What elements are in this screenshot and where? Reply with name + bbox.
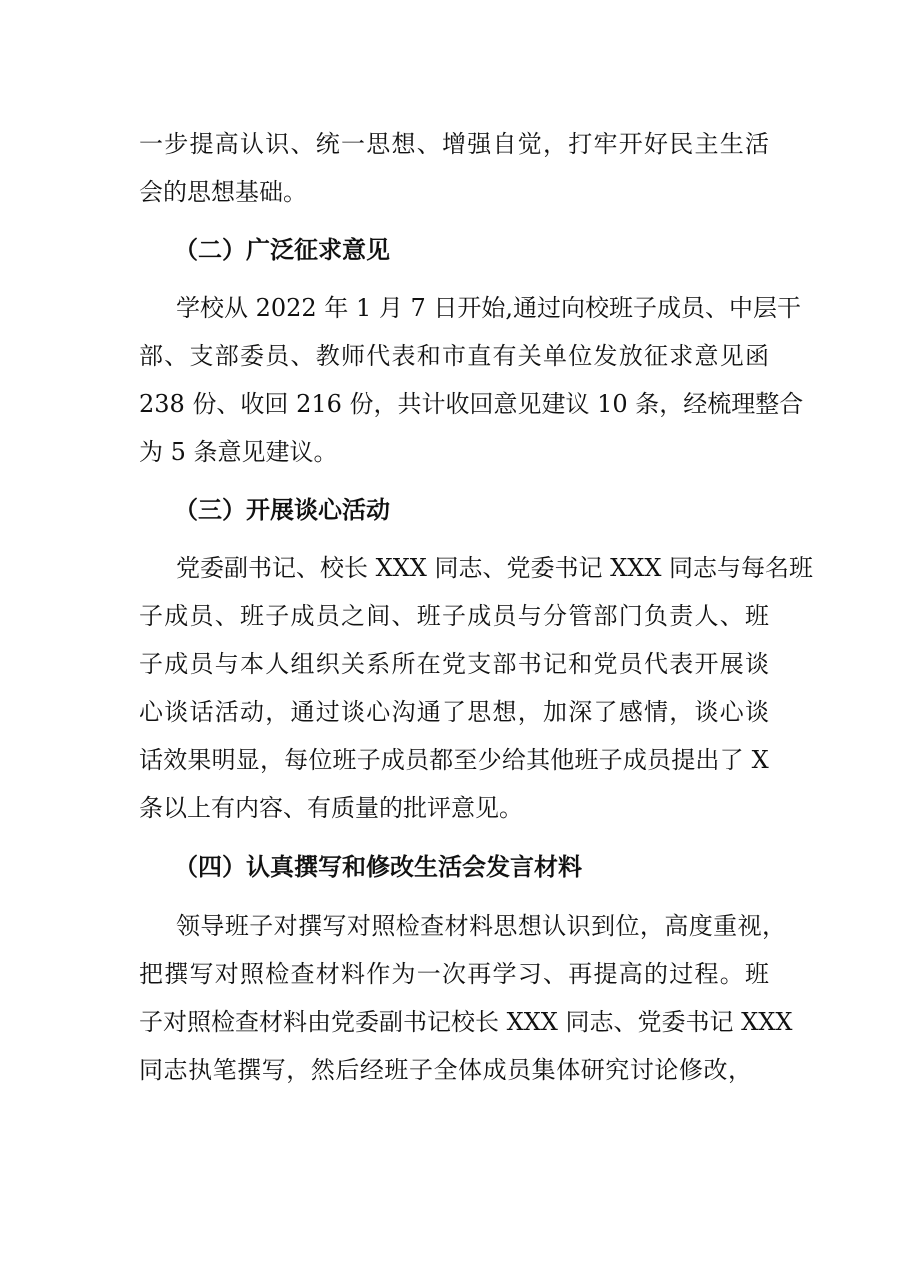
paragraph-line: 同志执笔撰写，然后经班子全体成员集体研究讨论修改， — [139, 1056, 753, 1084]
section-heading: （四）认真撰写和修改生活会发言材料 — [174, 852, 582, 881]
paragraph-line: 会的思想基础。 — [139, 178, 307, 206]
paragraph-line: 238 份、收回 216 份，共计收回意见建议 10 条，经梳理整合 — [139, 390, 804, 418]
section-heading: （二）广泛征求意见 — [174, 235, 390, 264]
paragraph-line: 把撰写对照检查材料作为一次再学习、再提高的过程。班 — [139, 960, 771, 988]
paragraph-line: 子成员与本人组织关系所在党支部书记和党员代表开展谈 — [139, 650, 771, 678]
section-heading: （三）开展谈心活动 — [174, 495, 390, 524]
paragraph-line: 为 5 条意见建议。 — [139, 438, 338, 466]
paragraph-line: 话效果明显，每位班子成员都至少给其他班子成员提出了 X — [139, 746, 769, 774]
paragraph-line: 部、支部委员、教师代表和市直有关单位发放征求意见函 — [139, 342, 771, 370]
paragraph-line: 子对照检查材料由党委副书记校长 XXX 同志、党委书记 XXX — [139, 1008, 793, 1036]
paragraph-line: 党委副书记、校长 XXX 同志、党委书记 XXX 同志与每名班 — [176, 554, 814, 582]
paragraph-line: 条以上有内容、有质量的批评意见。 — [139, 794, 523, 822]
paragraph-line: 心谈话活动，通过谈心沟通了思想，加深了感情，谈心谈 — [139, 698, 771, 726]
paragraph-line: 学校从 2022 年 1 月 7 日开始,通过向校班子成员、中层干 — [176, 294, 802, 322]
paragraph-line: 子成员、班子成员之间、班子成员与分管部门负责人、班 — [139, 602, 771, 630]
paragraph-line: 一步提高认识、统一思想、增强自觉，打牢开好民主生活 — [139, 130, 771, 158]
paragraph-line: 领导班子对撰写对照检查材料思想认识到位，高度重视， — [176, 912, 787, 940]
